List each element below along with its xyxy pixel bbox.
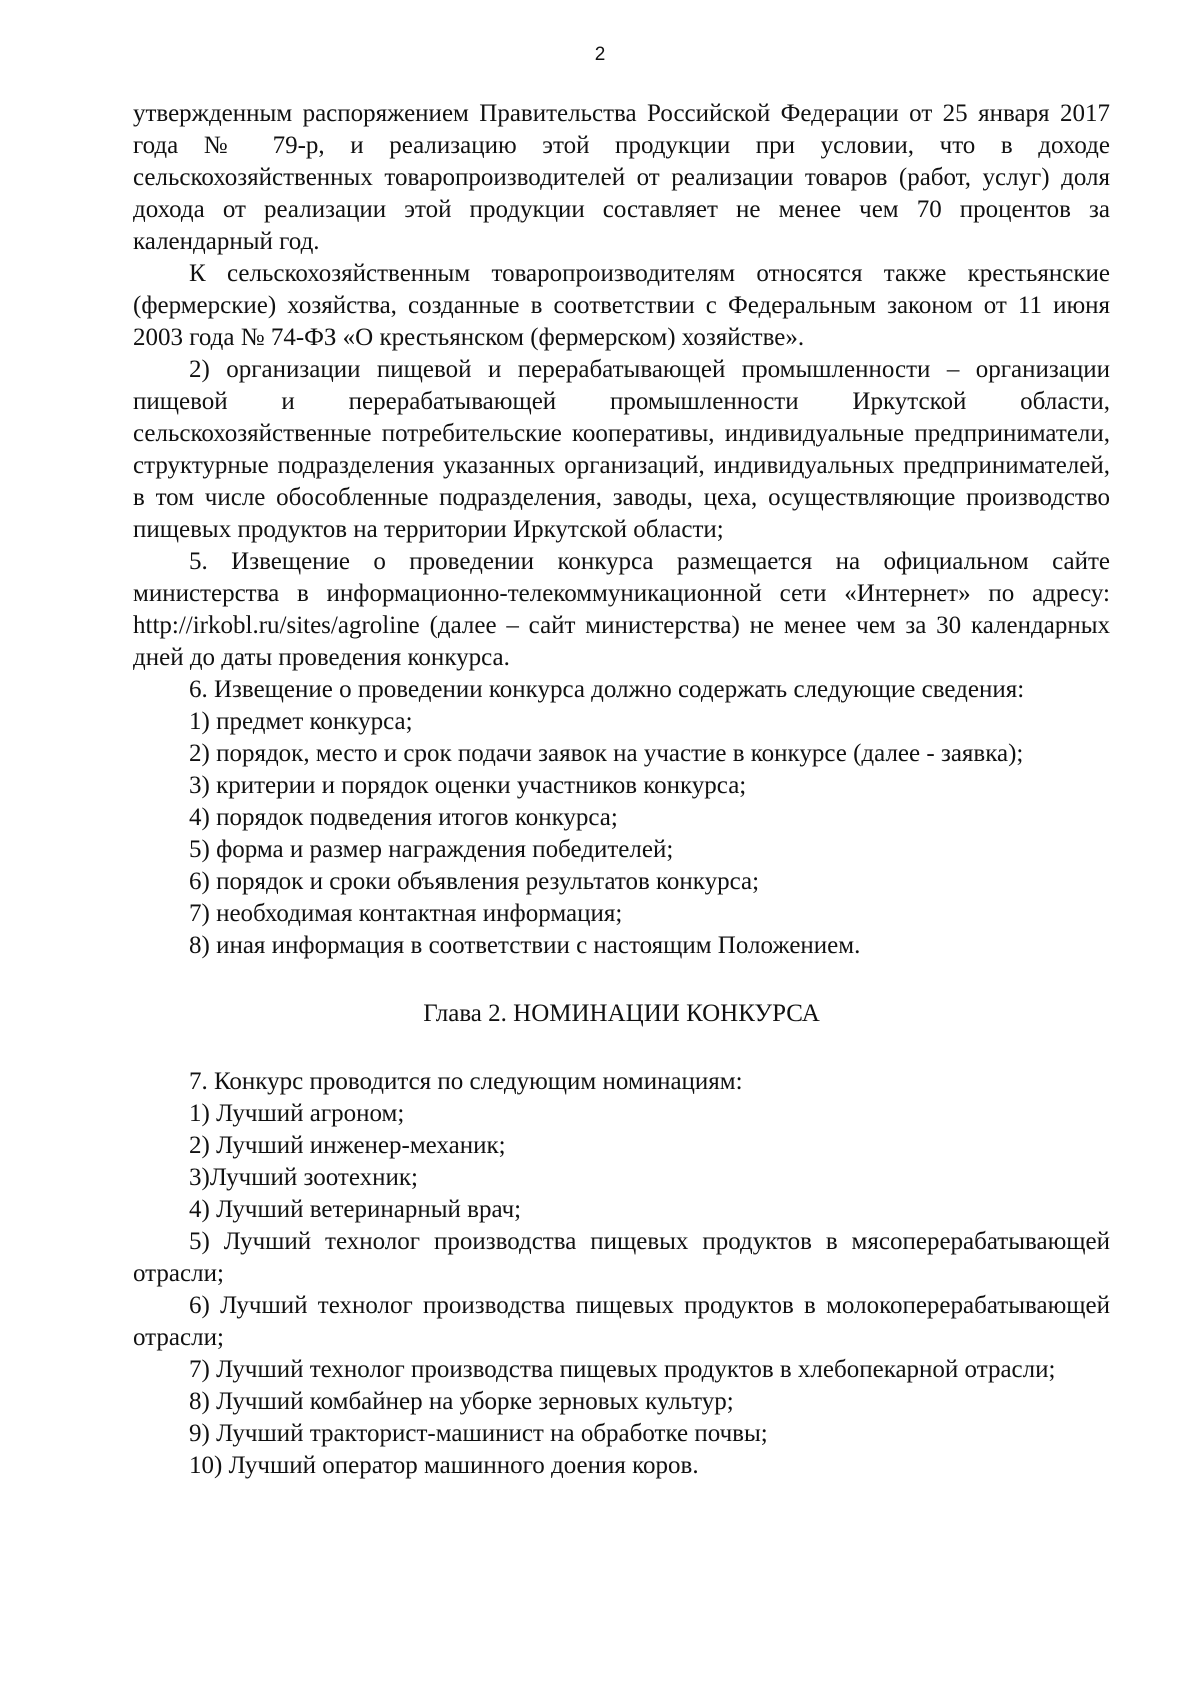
chapter-title: Глава 2. НОМИНАЦИИ КОНКУРСА (423, 1000, 820, 1027)
paragraph-notice-placement: 5. Извещение о проведении конкурса размещается на официальном сайте министерства в информационно-телекоммуникационной сети «Интернет» по адресу: http://irkobl.ru/sites/agroline (далее – сайт министерства) не менее чем за 30 календарных дней до даты проведения конкурса. (133, 548, 1110, 671)
nomination-item: 4) Лучший ветеринарный врач; (189, 1196, 522, 1223)
nomination-item: 7) Лучший технолог производства пищевых продуктов в хлебопекарной отрасли; (189, 1356, 1056, 1383)
nomination-item: 8) Лучший комбайнер на уборке зерновых культур; (189, 1388, 734, 1415)
list-item: 7) необходимая контактная информация; (189, 900, 623, 927)
nomination-item: 2) Лучший инженер-механик; (189, 1132, 506, 1159)
list-item: 5) форма и размер награждения победителей; (189, 836, 674, 863)
nominations-intro: 7. Конкурс проводится по следующим номинациям: (189, 1068, 743, 1095)
page-number: 2 (594, 44, 606, 65)
list-item: 3) критерии и порядок оценки участников конкурса; (189, 772, 747, 799)
list-item: 8) иная информация в соответствии с настоящим Положением. (189, 932, 861, 959)
paragraph-notice-contents: 6. Извещение о проведении конкурса должно содержать следующие сведения: (189, 676, 1025, 703)
document-body (133, 98, 1110, 1482)
list-item: 2) порядок, место и срок подачи заявок на участие в конкурсе (далее - заявка); (189, 740, 1024, 767)
nomination-item: 9) Лучший тракторист-машинист на обработке почвы; (189, 1420, 768, 1447)
paragraph-continuation: утвержденным распоряжением Правительства Российской Федерации от 25 января 2017 года № 79-р, и реализацию этой продукции при условии, что в доходе сельскохозяйственных товаропроизводителей от реализации товаров (работ, услуг) доля дохода от реализации этой продукции составляет не менее чем 70 процентов за календарный год. (133, 100, 1110, 255)
list-item: 1) предмет конкурса; (189, 708, 413, 735)
paragraph-food-organizations: 2) организации пищевой и перерабатывающей промышленности – организации пищевой и перерабатывающей промышленности Иркутской области, сельскохозяйственные потребительские кооперативы, индивидуальные предприниматели, структурные подразделения указанных организаций, индивидуальных предпринимателей, в том числе обособленные подразделения, заводы, цеха, осуществляющие производство пищевых продуктов на территории Иркутской области; (133, 356, 1110, 543)
nomination-item: 10) Лучший оператор машинного доения коров. (189, 1452, 699, 1479)
nomination-item: 6) Лучший технолог производства пищевых продуктов в молокоперерабатывающей отрасли; (133, 1292, 1110, 1351)
nomination-item: 1) Лучший агроном; (189, 1100, 405, 1127)
list-item: 4) порядок подведения итогов конкурса; (189, 804, 618, 831)
nomination-item: 3)Лучший зоотехник; (189, 1164, 418, 1191)
paragraph-farmers: К сельскохозяйственным товаропроизводителям относятся также крестьянские (фермерские) хозяйства, созданные в соответствии с Федеральным законом от 11 июня 2003 года № 74-ФЗ «О крестьянском (фермерском) хозяйстве». (133, 260, 1110, 351)
nomination-item: 5) Лучший технолог производства пищевых продуктов в мясоперерабатывающей отрасли; (133, 1228, 1110, 1287)
list-item: 6) порядок и сроки объявления результатов конкурса; (189, 868, 760, 895)
